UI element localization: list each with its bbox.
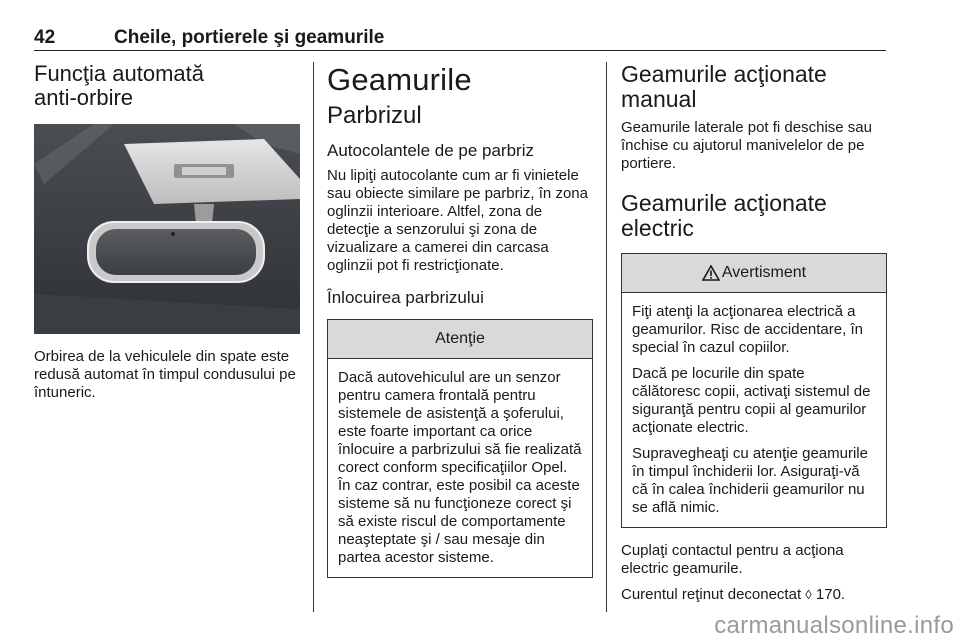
warning-title: [622, 254, 886, 293]
warning-box: [621, 253, 887, 528]
warning-title-text: Avertisment: [721, 264, 807, 281]
caution-notice-title: Atenţie: [328, 320, 592, 359]
caution-notice-body: [328, 359, 592, 577]
column-1: [34, 62, 300, 402]
subsection-windscreen: Parbrizul: [327, 102, 422, 129]
manual-windows-text: Geamurile laterale pot fi deschise sau închise cu ajutorul manivelelor de pe portiere.: [621, 119, 872, 172]
mirror-photo: [34, 124, 300, 334]
caution-notice-box: [327, 319, 593, 578]
electric-windows-ignition-text: Cuplaţi contactul pentru a acţiona electric geamurile.: [621, 542, 844, 577]
section-heading-anti-glare: [34, 62, 300, 110]
section-manual-windows: [621, 62, 887, 112]
anti-glare-description: Orbirea de la vehiculele din spate este redusă automat în timpul condusului pe întuneric.: [34, 348, 296, 401]
retained-power-label: Curentul reţinut deconectat: [621, 586, 802, 603]
warning-triangle-icon: [702, 265, 720, 281]
watermark: carmanualsonline.info: [714, 612, 954, 639]
heading-line-2: anti-orbire: [34, 85, 134, 110]
manual-heading-line-1: Geamurile acţionate: [621, 61, 827, 87]
windscreen-stickers-text: Nu lipiţi autocolante cum ar fi vinietele sau obiecte similare pe parbriz, în zona oglinzii interioare. Altfel, zona de detecţie a senzorului şi zona de vizualizare a camerei din carcasa oglinzii pot fi restricţionate.: [327, 167, 588, 274]
page-number: 42: [34, 27, 56, 48]
manual-heading-line-2: manual: [621, 86, 697, 112]
warning-paragraph-3: Supravegheaţi cu atenţie geamurile în timpul închiderii lor. Asiguraţi-vă că în calea închiderii geamurilor nu se află nimic.: [632, 445, 868, 516]
warning-paragraph-1: Fiţi atenţi la acţionarea electrică a geamurilor. Risc de accidentare, în special în cazul copiilor.: [632, 303, 863, 356]
column-divider-2: [606, 62, 607, 612]
column-divider-1: [313, 62, 314, 612]
warning-body: [622, 293, 886, 527]
running-title: Cheile, portierele şi geamurile: [114, 27, 385, 48]
page-reference-link[interactable]: 170.: [815, 586, 846, 603]
subsection-windscreen-replacement: Înlocuirea parbrizului: [327, 288, 484, 307]
page-reference-icon: ◊: [805, 587, 812, 602]
column-2: [327, 62, 593, 578]
section-electric-windows: Geamurile acţionate electric: [621, 190, 827, 241]
caution-notice-text: Dacă autovehiculul are un senzor pentru camera frontală pentru sistemele de asistenţă a şoferului, este foarte important ca orice înlocuire a parbrizului să fie realizată corect conform specificaţiilor Opel. În caz contrar, este posibil ca aceste sisteme să nu funcţioneze corect şi să existe riscul de comportamente neaşteptate şi / sau mesaje din partea acestor sisteme.: [338, 369, 582, 566]
column-3: [621, 62, 887, 604]
warning-paragraph-2: Dacă pe locurile din spate călătoresc copii, activaţi sistemul de siguranţă pentru copii al geamurilor acţionate electric.: [632, 365, 871, 436]
section-title-windows: Geamurile: [327, 62, 472, 97]
heading-line-1: Funcţia automată: [34, 61, 204, 86]
subsection-windscreen-stickers: Autocolantele de pe parbriz: [327, 141, 534, 160]
retained-power-text: [621, 586, 887, 604]
page-header: [34, 26, 886, 51]
